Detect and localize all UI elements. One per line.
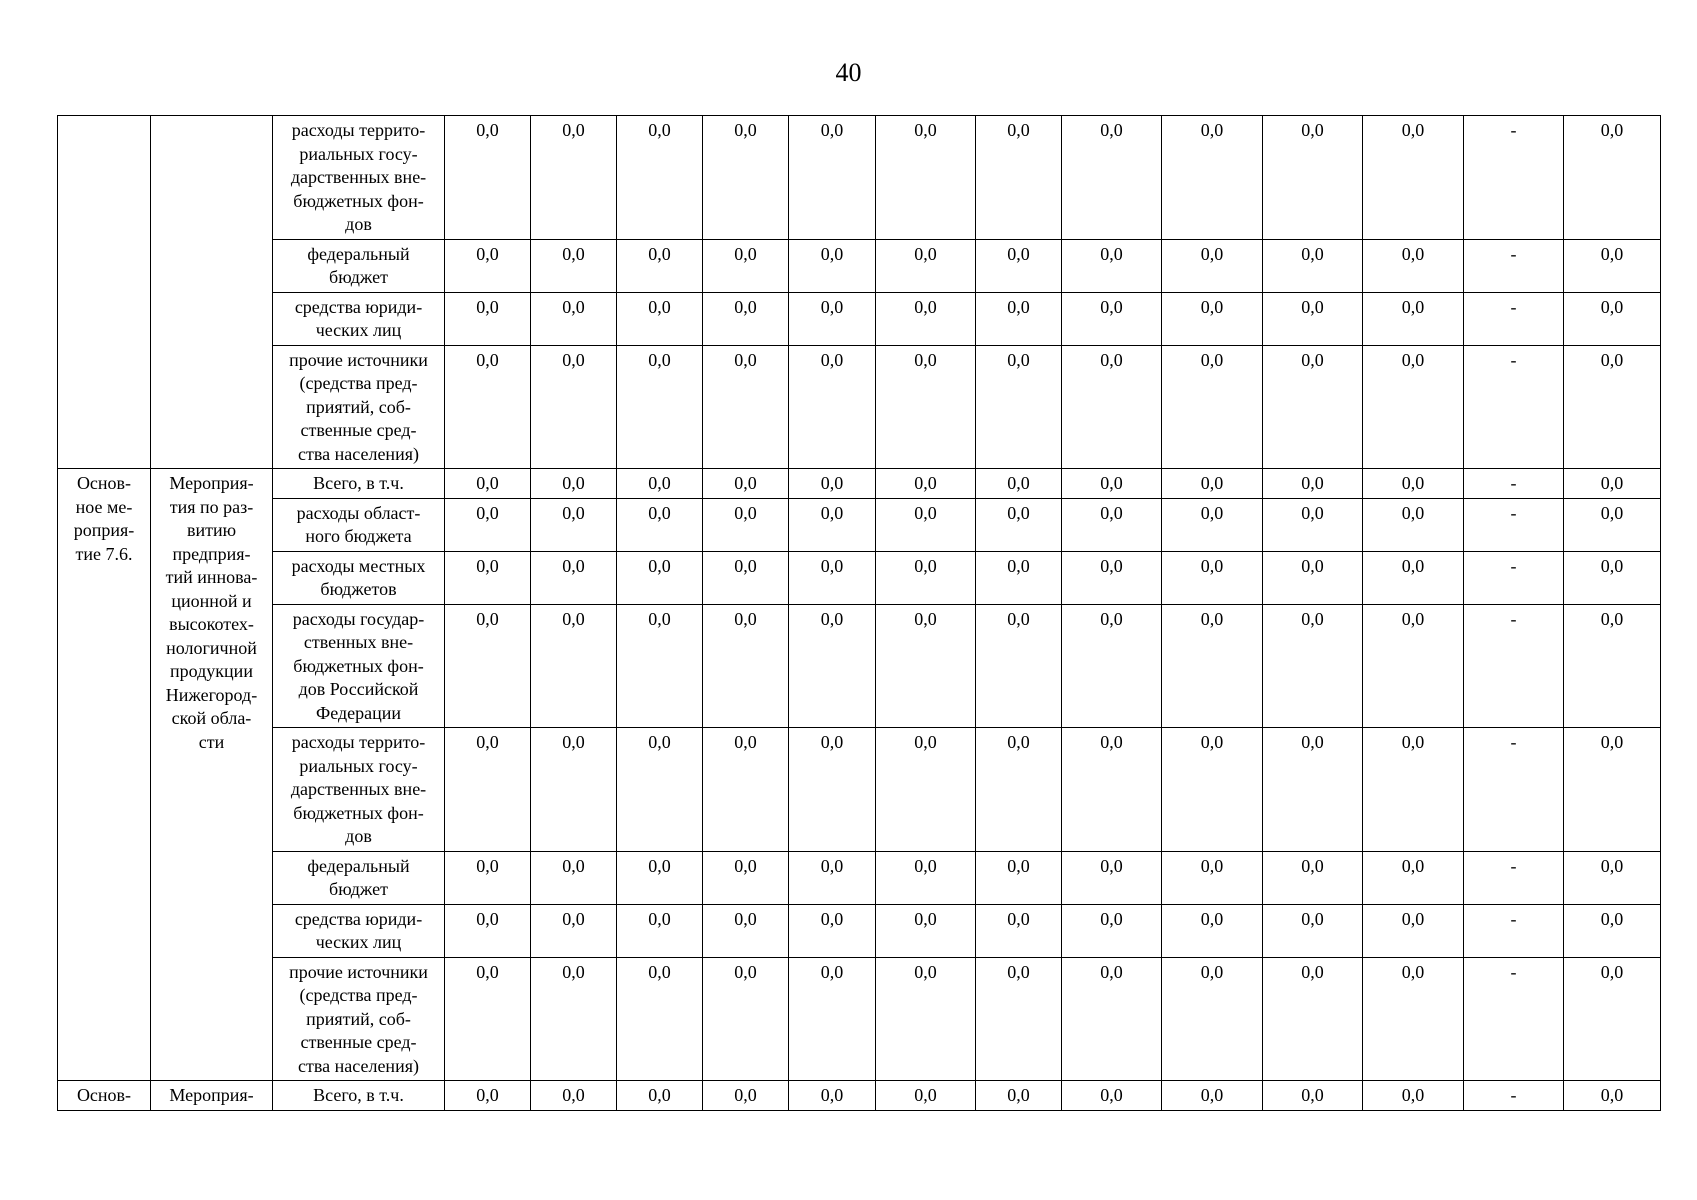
amount-cell: 0,0 bbox=[876, 904, 976, 957]
amount-cell: 0,0 bbox=[445, 116, 531, 240]
amount-cell: 0,0 bbox=[1564, 1081, 1661, 1111]
amount-cell: 0,0 bbox=[445, 1081, 531, 1111]
amount-cell: 0,0 bbox=[1564, 604, 1661, 728]
amount-cell: 0,0 bbox=[789, 345, 876, 469]
amount-cell: 0,0 bbox=[789, 904, 876, 957]
amount-cell: 0,0 bbox=[1564, 498, 1661, 551]
amount-cell: 0,0 bbox=[445, 239, 531, 292]
amount-cell: 0,0 bbox=[876, 498, 976, 551]
amount-cell: - bbox=[1464, 551, 1564, 604]
table-row bbox=[58, 239, 1661, 292]
amount-cell: 0,0 bbox=[876, 116, 976, 240]
table-body bbox=[58, 116, 1661, 1111]
amount-cell: 0,0 bbox=[1564, 904, 1661, 957]
measure-name-cell: Мероприя- тия по раз- витию предприя- тий иннова- ционной и высокотех- нологичной продукции Нижегород- ской обла- сти bbox=[151, 469, 273, 1081]
amount-cell: 0,0 bbox=[1564, 851, 1661, 904]
funding-source-cell: расходы государ- ственных вне- бюджетных фон- дов Российской Федерации bbox=[273, 604, 445, 728]
amount-cell: 0,0 bbox=[1363, 957, 1464, 1081]
amount-cell: 0,0 bbox=[703, 728, 789, 852]
table-row bbox=[58, 551, 1661, 604]
amount-cell: 0,0 bbox=[531, 551, 617, 604]
table-row bbox=[58, 604, 1661, 728]
amount-cell: 0,0 bbox=[976, 116, 1062, 240]
amount-cell: 0,0 bbox=[703, 292, 789, 345]
amount-cell: 0,0 bbox=[1564, 292, 1661, 345]
amount-cell: 0,0 bbox=[789, 851, 876, 904]
page-number: 40 bbox=[835, 58, 862, 87]
amount-cell: 0,0 bbox=[531, 292, 617, 345]
amount-cell: 0,0 bbox=[703, 1081, 789, 1111]
amount-cell: 0,0 bbox=[1162, 904, 1263, 957]
amount-cell: 0,0 bbox=[1062, 498, 1162, 551]
amount-cell: 0,0 bbox=[1363, 551, 1464, 604]
amount-cell: 0,0 bbox=[1263, 1081, 1363, 1111]
amount-cell: 0,0 bbox=[617, 345, 703, 469]
amount-cell: 0,0 bbox=[1564, 345, 1661, 469]
amount-cell: 0,0 bbox=[1263, 292, 1363, 345]
table-row bbox=[58, 728, 1661, 852]
amount-cell: 0,0 bbox=[531, 904, 617, 957]
amount-cell: 0,0 bbox=[876, 551, 976, 604]
measure-code-cell: Основ- bbox=[58, 1081, 151, 1111]
amount-cell: 0,0 bbox=[617, 469, 703, 499]
amount-cell: - bbox=[1464, 116, 1564, 240]
amount-cell: 0,0 bbox=[1062, 292, 1162, 345]
amount-cell: 0,0 bbox=[876, 239, 976, 292]
amount-cell: 0,0 bbox=[703, 957, 789, 1081]
amount-cell: 0,0 bbox=[617, 239, 703, 292]
amount-cell: 0,0 bbox=[445, 469, 531, 499]
amount-cell: 0,0 bbox=[1162, 116, 1263, 240]
amount-cell: 0,0 bbox=[1263, 239, 1363, 292]
amount-cell: 0,0 bbox=[1263, 604, 1363, 728]
amount-cell: 0,0 bbox=[876, 292, 976, 345]
amount-cell: 0,0 bbox=[1062, 551, 1162, 604]
amount-cell: 0,0 bbox=[1363, 239, 1464, 292]
amount-cell: - bbox=[1464, 728, 1564, 852]
amount-cell: - bbox=[1464, 239, 1564, 292]
funding-source-cell: расходы област- ного бюджета bbox=[273, 498, 445, 551]
amount-cell: 0,0 bbox=[789, 292, 876, 345]
amount-cell: 0,0 bbox=[445, 957, 531, 1081]
amount-cell: 0,0 bbox=[1363, 345, 1464, 469]
amount-cell: 0,0 bbox=[1162, 498, 1263, 551]
amount-cell: 0,0 bbox=[876, 851, 976, 904]
amount-cell: 0,0 bbox=[876, 469, 976, 499]
amount-cell: 0,0 bbox=[1162, 551, 1263, 604]
amount-cell: 0,0 bbox=[976, 1081, 1062, 1111]
amount-cell: 0,0 bbox=[1564, 239, 1661, 292]
funding-source-cell: федеральный бюджет bbox=[273, 239, 445, 292]
amount-cell: 0,0 bbox=[617, 116, 703, 240]
amount-cell: 0,0 bbox=[531, 498, 617, 551]
budget-table bbox=[57, 115, 1661, 1111]
amount-cell: 0,0 bbox=[976, 469, 1062, 499]
amount-cell: 0,0 bbox=[445, 498, 531, 551]
amount-cell: 0,0 bbox=[1363, 904, 1464, 957]
amount-cell: 0,0 bbox=[617, 292, 703, 345]
amount-cell: 0,0 bbox=[1162, 292, 1263, 345]
amount-cell: 0,0 bbox=[789, 551, 876, 604]
amount-cell: 0,0 bbox=[531, 851, 617, 904]
amount-cell: 0,0 bbox=[703, 498, 789, 551]
funding-source-cell: прочие источники (средства пред- приятий, соб- ственные сред- ства населения) bbox=[273, 345, 445, 469]
amount-cell: 0,0 bbox=[1564, 957, 1661, 1081]
measure-name-cell bbox=[151, 116, 273, 469]
amount-cell: 0,0 bbox=[1162, 1081, 1263, 1111]
amount-cell: 0,0 bbox=[1363, 604, 1464, 728]
amount-cell: 0,0 bbox=[1162, 957, 1263, 1081]
amount-cell: 0,0 bbox=[703, 116, 789, 240]
amount-cell: - bbox=[1464, 498, 1564, 551]
amount-cell: 0,0 bbox=[1263, 116, 1363, 240]
amount-cell: 0,0 bbox=[1162, 851, 1263, 904]
amount-cell: 0,0 bbox=[789, 469, 876, 499]
amount-cell: 0,0 bbox=[703, 604, 789, 728]
funding-source-cell: прочие источники (средства пред- приятий, соб- ственные сред- ства населения) bbox=[273, 957, 445, 1081]
amount-cell: 0,0 bbox=[976, 604, 1062, 728]
amount-cell: 0,0 bbox=[531, 1081, 617, 1111]
amount-cell: 0,0 bbox=[976, 239, 1062, 292]
measure-name-cell: Мероприя- bbox=[151, 1081, 273, 1111]
amount-cell: 0,0 bbox=[1263, 498, 1363, 551]
amount-cell: 0,0 bbox=[1162, 345, 1263, 469]
table-row bbox=[58, 851, 1661, 904]
amount-cell: 0,0 bbox=[617, 551, 703, 604]
funding-source-cell: средства юриди- ческих лиц bbox=[273, 904, 445, 957]
amount-cell: 0,0 bbox=[617, 728, 703, 852]
amount-cell: - bbox=[1464, 851, 1564, 904]
amount-cell: 0,0 bbox=[445, 851, 531, 904]
amount-cell: 0,0 bbox=[1062, 728, 1162, 852]
amount-cell: 0,0 bbox=[1363, 292, 1464, 345]
amount-cell: 0,0 bbox=[703, 851, 789, 904]
amount-cell: 0,0 bbox=[1263, 851, 1363, 904]
amount-cell: 0,0 bbox=[445, 604, 531, 728]
amount-cell: 0,0 bbox=[445, 551, 531, 604]
funding-source-cell: средства юриди- ческих лиц bbox=[273, 292, 445, 345]
amount-cell: 0,0 bbox=[1263, 345, 1363, 469]
amount-cell: 0,0 bbox=[789, 1081, 876, 1111]
amount-cell: 0,0 bbox=[1263, 904, 1363, 957]
amount-cell: 0,0 bbox=[617, 1081, 703, 1111]
measure-code-cell: Основ- ное ме- роприя- тие 7.6. bbox=[58, 469, 151, 1081]
amount-cell: 0,0 bbox=[1062, 604, 1162, 728]
amount-cell: 0,0 bbox=[531, 345, 617, 469]
amount-cell: 0,0 bbox=[703, 345, 789, 469]
amount-cell: 0,0 bbox=[531, 116, 617, 240]
amount-cell: 0,0 bbox=[617, 604, 703, 728]
amount-cell: 0,0 bbox=[976, 728, 1062, 852]
amount-cell: 0,0 bbox=[976, 957, 1062, 1081]
amount-cell: 0,0 bbox=[1062, 116, 1162, 240]
amount-cell: 0,0 bbox=[1363, 1081, 1464, 1111]
amount-cell: 0,0 bbox=[976, 551, 1062, 604]
amount-cell: 0,0 bbox=[1564, 469, 1661, 499]
amount-cell: 0,0 bbox=[789, 239, 876, 292]
amount-cell: 0,0 bbox=[1363, 469, 1464, 499]
amount-cell: - bbox=[1464, 604, 1564, 728]
amount-cell: 0,0 bbox=[1263, 728, 1363, 852]
amount-cell: 0,0 bbox=[789, 957, 876, 1081]
amount-cell: 0,0 bbox=[789, 116, 876, 240]
amount-cell: 0,0 bbox=[1062, 904, 1162, 957]
amount-cell: 0,0 bbox=[789, 498, 876, 551]
table-row bbox=[58, 498, 1661, 551]
amount-cell: 0,0 bbox=[876, 957, 976, 1081]
amount-cell: 0,0 bbox=[1263, 551, 1363, 604]
table-row bbox=[58, 345, 1661, 469]
amount-cell: 0,0 bbox=[1062, 239, 1162, 292]
amount-cell: 0,0 bbox=[1062, 1081, 1162, 1111]
amount-cell: - bbox=[1464, 1081, 1564, 1111]
funding-source-cell: федеральный бюджет bbox=[273, 851, 445, 904]
amount-cell: 0,0 bbox=[1263, 469, 1363, 499]
amount-cell: 0,0 bbox=[1363, 116, 1464, 240]
amount-cell: 0,0 bbox=[1363, 498, 1464, 551]
amount-cell: 0,0 bbox=[1363, 851, 1464, 904]
amount-cell: - bbox=[1464, 904, 1564, 957]
amount-cell: - bbox=[1464, 469, 1564, 499]
amount-cell: 0,0 bbox=[1162, 469, 1263, 499]
funding-source-cell: Всего, в т.ч. bbox=[273, 1081, 445, 1111]
table-row bbox=[58, 469, 1661, 499]
table-row bbox=[58, 116, 1661, 240]
amount-cell: 0,0 bbox=[531, 728, 617, 852]
amount-cell: 0,0 bbox=[976, 345, 1062, 469]
amount-cell: 0,0 bbox=[1162, 728, 1263, 852]
amount-cell: 0,0 bbox=[1162, 239, 1263, 292]
amount-cell: 0,0 bbox=[1564, 116, 1661, 240]
amount-cell: 0,0 bbox=[1363, 728, 1464, 852]
measure-code-cell bbox=[58, 116, 151, 469]
amount-cell: 0,0 bbox=[976, 498, 1062, 551]
amount-cell: 0,0 bbox=[617, 498, 703, 551]
amount-cell: 0,0 bbox=[1564, 551, 1661, 604]
amount-cell: 0,0 bbox=[531, 957, 617, 1081]
table-row bbox=[58, 1081, 1661, 1111]
amount-cell: 0,0 bbox=[531, 604, 617, 728]
amount-cell: 0,0 bbox=[445, 345, 531, 469]
funding-source-cell: расходы террито- риальных госу- дарственных вне- бюджетных фон- дов bbox=[273, 116, 445, 240]
funding-source-cell: расходы местных бюджетов bbox=[273, 551, 445, 604]
funding-source-cell: Всего, в т.ч. bbox=[273, 469, 445, 499]
amount-cell: 0,0 bbox=[703, 551, 789, 604]
amount-cell: 0,0 bbox=[703, 469, 789, 499]
amount-cell: 0,0 bbox=[976, 851, 1062, 904]
amount-cell: 0,0 bbox=[617, 957, 703, 1081]
amount-cell: 0,0 bbox=[876, 728, 976, 852]
table-row bbox=[58, 904, 1661, 957]
amount-cell: - bbox=[1464, 957, 1564, 1081]
amount-cell: 0,0 bbox=[617, 851, 703, 904]
amount-cell: 0,0 bbox=[617, 904, 703, 957]
amount-cell: - bbox=[1464, 345, 1564, 469]
amount-cell: 0,0 bbox=[976, 904, 1062, 957]
amount-cell: 0,0 bbox=[531, 239, 617, 292]
amount-cell: 0,0 bbox=[1062, 851, 1162, 904]
amount-cell: 0,0 bbox=[876, 345, 976, 469]
amount-cell: 0,0 bbox=[1263, 957, 1363, 1081]
amount-cell: 0,0 bbox=[1062, 469, 1162, 499]
amount-cell: 0,0 bbox=[1162, 604, 1263, 728]
table-row bbox=[58, 292, 1661, 345]
amount-cell: 0,0 bbox=[789, 604, 876, 728]
amount-cell: 0,0 bbox=[703, 904, 789, 957]
amount-cell: 0,0 bbox=[1564, 728, 1661, 852]
amount-cell: 0,0 bbox=[789, 728, 876, 852]
amount-cell: 0,0 bbox=[976, 292, 1062, 345]
table-row bbox=[58, 957, 1661, 1081]
amount-cell: 0,0 bbox=[445, 728, 531, 852]
amount-cell: 0,0 bbox=[876, 1081, 976, 1111]
amount-cell: 0,0 bbox=[876, 604, 976, 728]
amount-cell: 0,0 bbox=[531, 469, 617, 499]
amount-cell: 0,0 bbox=[1062, 957, 1162, 1081]
amount-cell: 0,0 bbox=[1062, 345, 1162, 469]
amount-cell: 0,0 bbox=[703, 239, 789, 292]
funding-source-cell: расходы террито- риальных госу- дарственных вне- бюджетных фон- дов bbox=[273, 728, 445, 852]
amount-cell: 0,0 bbox=[445, 904, 531, 957]
amount-cell: 0,0 bbox=[445, 292, 531, 345]
amount-cell: - bbox=[1464, 292, 1564, 345]
